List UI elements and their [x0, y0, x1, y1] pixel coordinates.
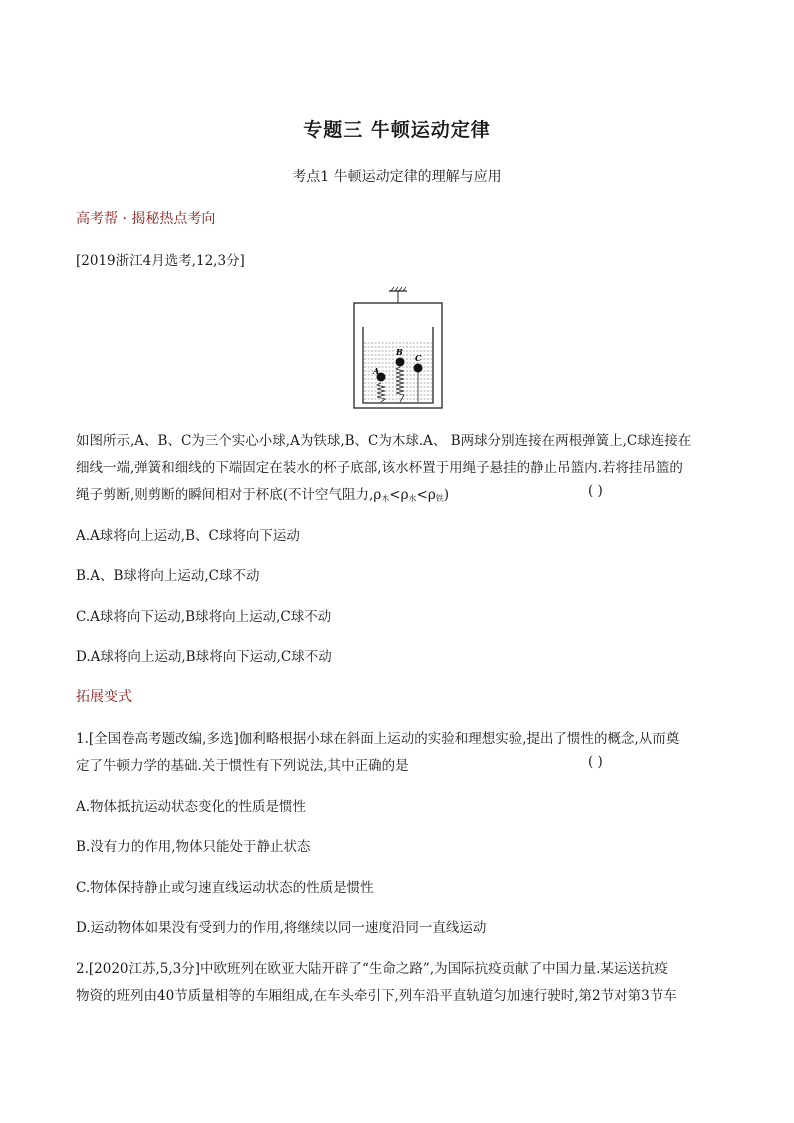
q2-option-a: A.物体抵抗运动状态变化的性质是惯性	[76, 799, 307, 815]
q2-stem-line1: 1.[全国卷高考题改编,多选]伽利略根据小球在斜面上运动的实验和理想实验,提出了惯性的概念,从而奠	[76, 731, 680, 747]
label-c: C	[415, 353, 422, 363]
question-source: [2019浙江4月选考,12,3分]	[76, 253, 245, 269]
q2-option-b: B.没有力的作用,物体只能处于静止状态	[76, 839, 311, 855]
q1-stem-line2: 细线一端,弹簧和细线的下端固定在装水的杯子底部,该水杯置于用绳子悬挂的静止吊篮内.若将挂吊篮的	[76, 460, 683, 476]
label-a: A	[373, 366, 380, 376]
q2-option-d: D.运动物体如果没有受到力的作用,将继续以同一速度沿同一直线运动	[76, 920, 487, 936]
q1-option-b: B.A、B球将向上运动,C球不动	[76, 568, 260, 584]
section-heading-hot-topics: 高考帮 · 揭秘热点考向	[76, 211, 216, 227]
basket-diagram	[353, 285, 443, 410]
q1-option-c: C.A球将向下运动,B球将向上运动,C球不动	[76, 609, 332, 625]
q3-stem-line2: 物资的班列由40节质量相等的车厢组成,在车头牵引下,列车沿平直轨道匀加速行驶时,第2节对第3节车	[76, 988, 677, 1004]
q1-option-d: D.A球将向上运动,B球将向下运动,C球不动	[76, 649, 332, 665]
q2-stem-line2: 定了牛顿力学的基础.关于惯性有下列说法,其中正确的是	[76, 758, 409, 774]
q1-option-a: A.A球将向上运动,B、C球将向下运动	[76, 528, 300, 544]
q1-answer-paren: ( )	[588, 483, 603, 499]
page-title: 专题三 牛顿运动定律	[303, 119, 491, 141]
section-heading-extension: 拓展变式	[76, 689, 132, 705]
q1-stem-line3: 绳子剪断,则剪断的瞬间相对于杯底(不计空气阻力$,\rho_木<\rho_水<\rho_铁$)	[76, 487, 450, 503]
section-subtitle: 考点1 牛顿运动定律的理解与应用	[292, 169, 502, 185]
q2-option-c: C.物体保持静止或匀速直线运动状态的性质是惯性	[76, 880, 374, 896]
label-b: B	[396, 347, 403, 357]
physics-figure	[353, 285, 443, 414]
q1-stem-line1: 如图所示,A、B、C为三个实心小球,A为铁球,B、C为木球.A、 B两球分别连接在两根弹簧上,C球连接在	[76, 433, 692, 449]
q3-stem-line1: 2.[2020江苏,5,3分]中欧班列在欧亚大陆开辟了“生命之路”,为国际抗疫贡献了中国力量.某运送抗疫	[76, 961, 668, 977]
q2-answer-paren: ( )	[588, 754, 603, 770]
